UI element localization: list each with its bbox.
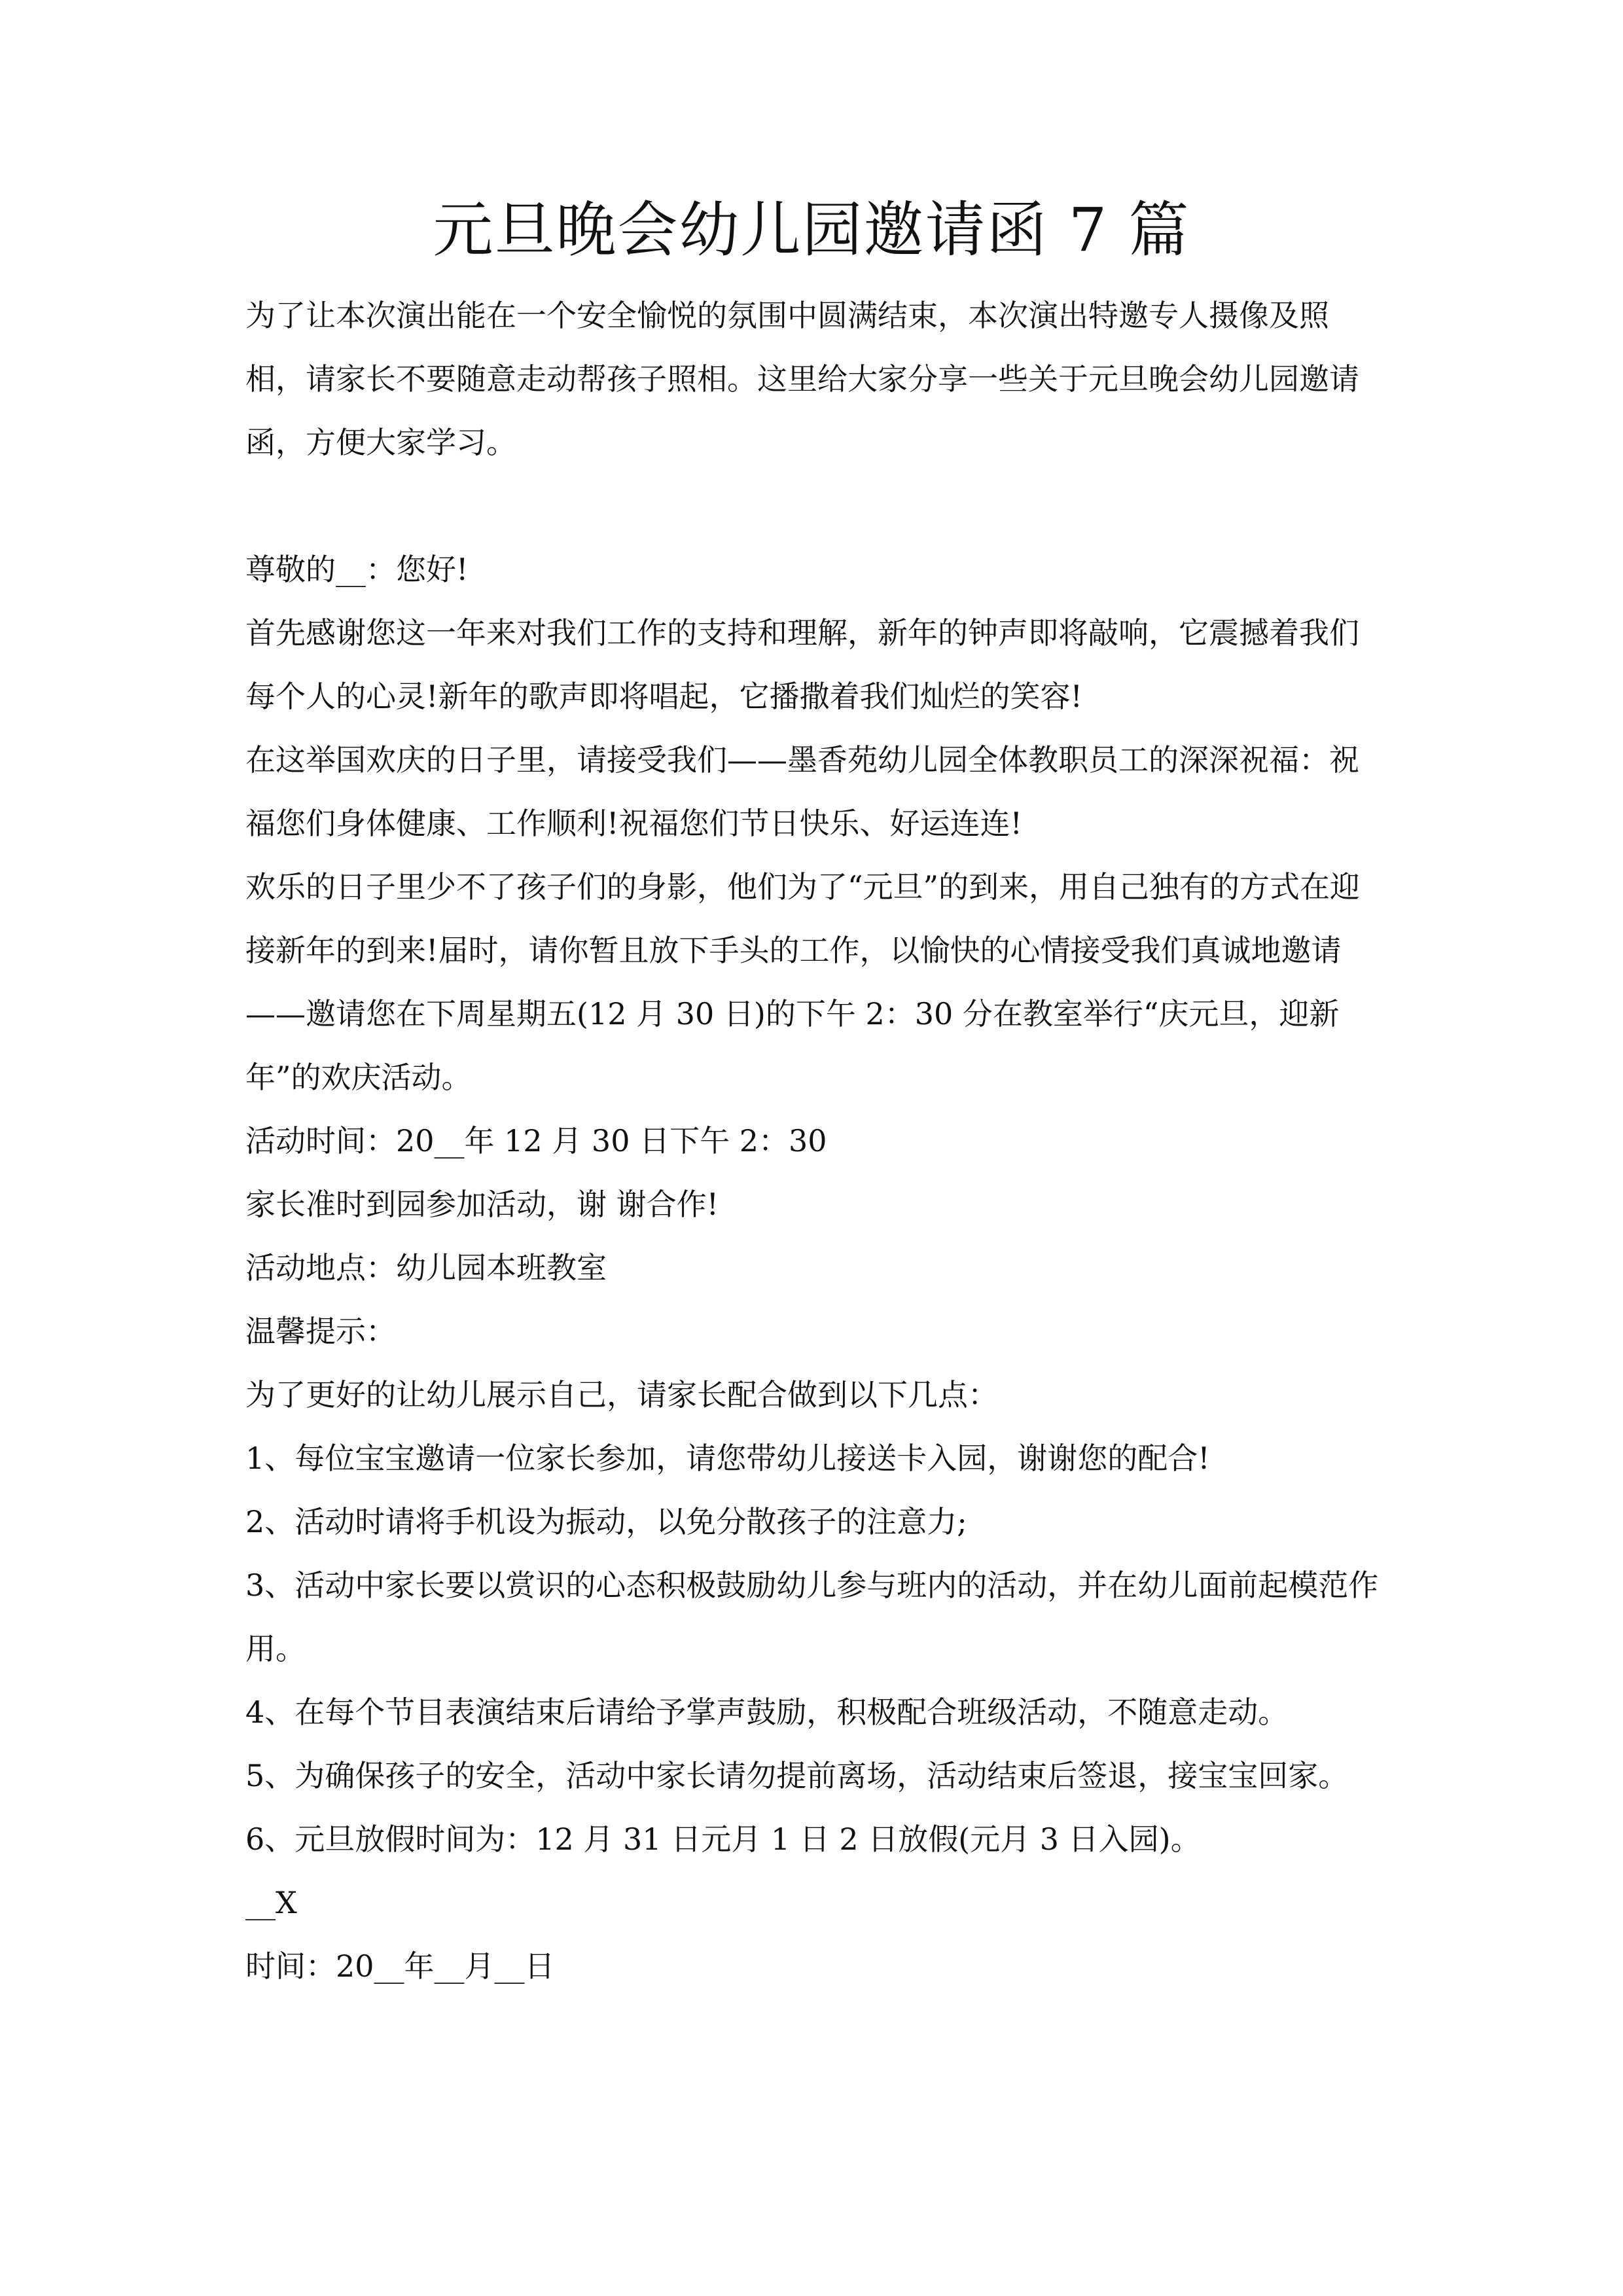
document-title: 元旦晚会幼儿园邀请函 7 篇 bbox=[433, 195, 1190, 265]
list-item: 4、在每个节目表演结束后请给予掌声鼓励，积极配合班级活动，不随意走动。 bbox=[245, 1695, 1289, 1730]
event-time-line: 活动时间：20__年 12 月 30 日下午 2：30 bbox=[245, 1123, 827, 1158]
list-item: 2、活动时请将手机设为振动，以免分散孩子的注意力; bbox=[245, 1504, 967, 1539]
greeting-line: 尊敬的__：您好! bbox=[245, 552, 469, 587]
event-location-line: 活动地点：幼儿园本班教室 bbox=[245, 1250, 607, 1285]
list-item: 1、每位宝宝邀请一位家长参加，请您带幼儿接送卡入园，谢谢您的配合! bbox=[245, 1441, 1210, 1476]
tips-heading: 温馨提示： bbox=[245, 1314, 396, 1349]
signature-line: __X bbox=[245, 1885, 297, 1920]
body-paragraph: 首先感谢您这一年来对我们工作的支持和理解，新年的钟声即将敲响，它震撼着我们每个人的心灵!新年的歌声即将唱起，它播撒着我们灿烂的笑容! bbox=[245, 615, 1359, 714]
list-item: 5、为确保孩子的安全，活动中家长请勿提前离场，活动结束后签退，接宝宝回家。 bbox=[245, 1758, 1349, 1793]
body-paragraph: 欢乐的日子里少不了孩子们的身影，他们为了“元旦”的到来，用自己独有的方式在迎接新年的到来!届时，请你暂且放下手头的工作，以愉快的心情接受我们真诚地邀请——邀请您在下周星期五(12 月 30 日)的下午 2：30 分在教室举行“庆元旦，迎新年”的欢庆活动。 bbox=[245, 869, 1361, 1095]
body-paragraph: 为了更好的让幼儿展示自己，请家长配合做到以下几点： bbox=[245, 1377, 998, 1412]
body-paragraph: 家长准时到园参加活动，谢 谢合作! bbox=[245, 1187, 719, 1222]
document-body bbox=[245, 284, 1381, 1998]
body-paragraph: 在这举国欢庆的日子里，请接受我们——墨香苑幼儿园全体教职员工的深深祝福：祝福您们身体健康、工作顺利!祝福您们节日快乐、好运连连! bbox=[245, 742, 1359, 841]
list-item: 3、活动中家长要以赏识的心态积极鼓励幼儿参与班内的活动，并在幼儿面前起模范作用。 bbox=[245, 1568, 1379, 1666]
date-line: 时间：20__年__月__日 bbox=[245, 1948, 555, 1984]
list-item: 6、元旦放假时间为：12 月 31 日元月 1 日 2 日放假(元月 3 日入园)。 bbox=[245, 1821, 1201, 1857]
intro-paragraph: 为了让本次演出能在一个安全愉悦的氛围中圆满结束，本次演出特邀专人摄像及照相，请家长不要随意走动帮孩子照相。这里给大家分享一些关于元旦晚会幼儿园邀请函，方便大家学习。 bbox=[245, 298, 1359, 460]
